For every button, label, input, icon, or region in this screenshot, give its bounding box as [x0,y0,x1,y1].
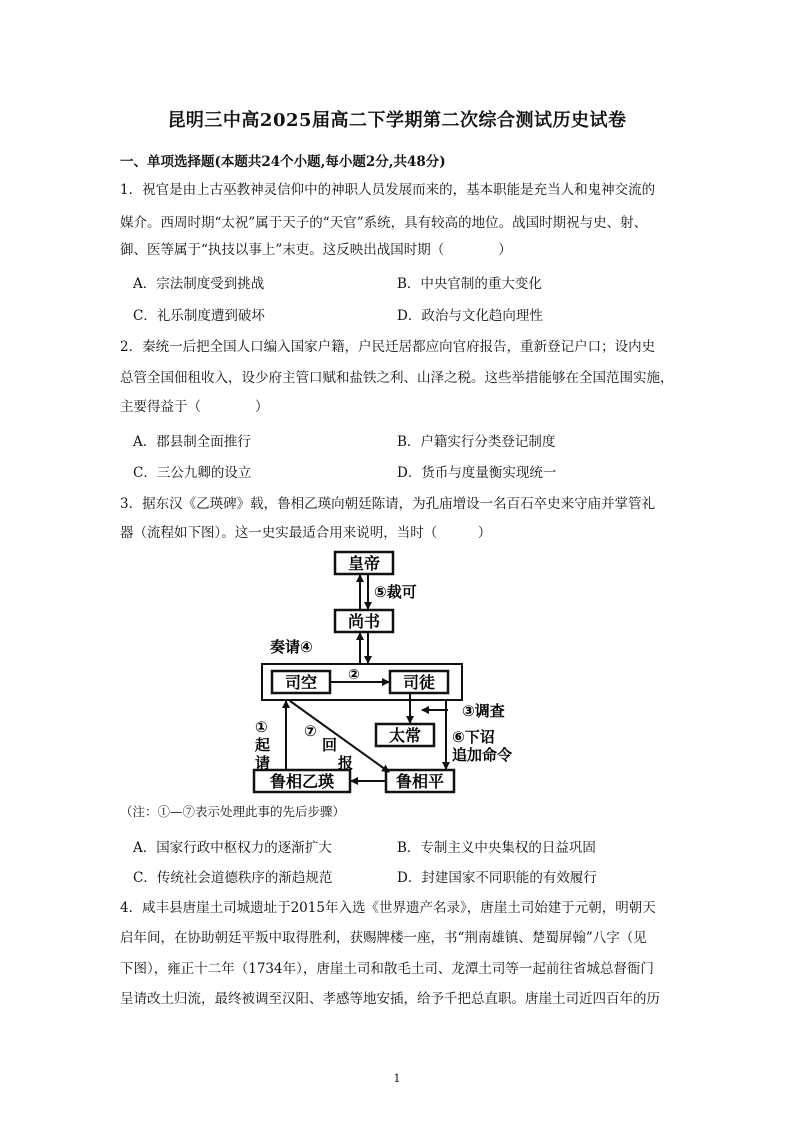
node-situ [390,671,448,693]
node-luxiang-yiying [254,770,350,792]
q2-option-b: B．户籍实行分类登记制度 [397,434,556,450]
q1-line-3: 御、医等属于“执技以事上”末吏。这反映出战国时期（ ） [120,242,512,258]
q1-option-a: A．宗法制度受到挑战 [133,276,265,292]
q3-option-b: B．专制主义中央集权的日益巩固 [397,840,596,856]
q3-note: （注：①—⑦表示处理此事的先后步骤） [120,804,346,819]
q2-option-c: C．三公九卿的设立 [133,465,252,481]
q4-line-4: 呈请改土归流，最终被调至汉阳、孝感等地安插，给予千把总直职。唐崖土司近四百年的历 [120,991,660,1007]
q2-option-d: D．货币与度量衡实现统一 [397,465,557,481]
q1-option-b: B．中央官制的重大变化 [397,276,542,292]
node-shangshu-label: 尚书 [347,612,381,631]
node-sikong-label: 司空 [284,673,318,692]
node-situ-label: 司徒 [402,673,436,692]
q1-option-c: C．礼乐制度遭到破坏 [133,308,265,324]
q4-line-1: 4．咸丰县唐崖土司城遗址于2015年入选《世界遗产名录》，唐崖土司始建于元朝，明朝天 [120,900,656,916]
node-taichang [376,724,434,746]
q1-line-1: 1．祝官是由上古巫教神灵信仰中的神职人员发展而来的，基本职能是充当人和鬼神交流的 [120,182,656,198]
flow-diagram [250,548,550,794]
node-luxiang-ping [386,770,454,792]
label-step4: 奏请④ [270,638,313,656]
label-step6-b: 追加命令 [452,746,513,764]
node-emperor [335,552,393,574]
q1-option-d: D．政治与文化趋向理性 [397,308,543,324]
q2-line-3: 主要得益于（ ） [120,399,269,415]
q1-line-2: 媒介。西周时期“太祝”属于天子的“天官”系统，具有较高的地位。战国时期祝与史、射、 [120,215,648,231]
label-step7-b: 报 [338,754,354,772]
label-step3: ③调查 [462,702,505,720]
q2-line-1: 2．秦统一后把全国人口编入国家户籍，户民迁居都应向官府报告，重新登记户口；设内史 [120,339,656,355]
q3-option-d: D．封建国家不同职能的有效履行 [397,870,597,886]
page-number: 1 [393,1072,401,1085]
label-step7-num: ⑦ [304,722,317,740]
label-step6-a: ⑥下诏 [452,728,495,746]
label-step1-b: 请 [255,754,271,772]
q3-option-a: A．国家行政中枢权力的逐渐扩大 [133,840,332,856]
node-taichang-label: 太常 [388,726,422,745]
node-sikong [272,671,330,693]
label-step1-num: ① [255,718,268,736]
node-shangshu [335,610,393,632]
q2-line-2: 总管全国佃租收入，设少府主管口赋和盐铁之利、山泽之税。这些举措能够在全国范围实施， [120,370,674,386]
node-luxiang-yiying-label: 鲁相乙瑛 [269,772,335,791]
label-step5: ⑤裁可 [374,583,417,601]
exam-title: 昆明三中高2025届高二下学期第二次综合测试历史试卷 [167,110,627,131]
q3-line-2: 器（流程如下图）。这一史实最适合用来说明，当时（ ） [120,525,492,541]
q4-line-3: 下图），雍正十二年（1734年），唐崖土司和散毛土司、龙潭土司等一起前往省城总督衙门 [120,961,654,977]
q2-option-a: A．郡县制全面推行 [133,434,251,450]
label-step1-a: 起 [255,736,271,754]
label-step7-a: 回 [322,736,338,754]
node-luxiang-ping-label: 鲁相平 [395,772,445,791]
q4-line-2: 启年间，在协助朝廷平叛中取得胜利，获赐牌楼一座，书“荆南雄镇、楚蜀屏翰”八字（见 [120,930,647,946]
section-heading: 一、单项选择题(本题共24个小题,每小题2分,共48分) [120,154,446,170]
q3-line-1: 3．据东汉《乙瑛碑》载，鲁相乙瑛向朝廷陈请，为孔庙增设一名百石卒史来守庙并掌管礼 [120,496,656,512]
q3-option-c: C．传统社会道德秩序的渐趋规范 [133,870,333,886]
node-emperor-label: 皇帝 [347,554,381,573]
label-step2: ② [348,667,360,683]
